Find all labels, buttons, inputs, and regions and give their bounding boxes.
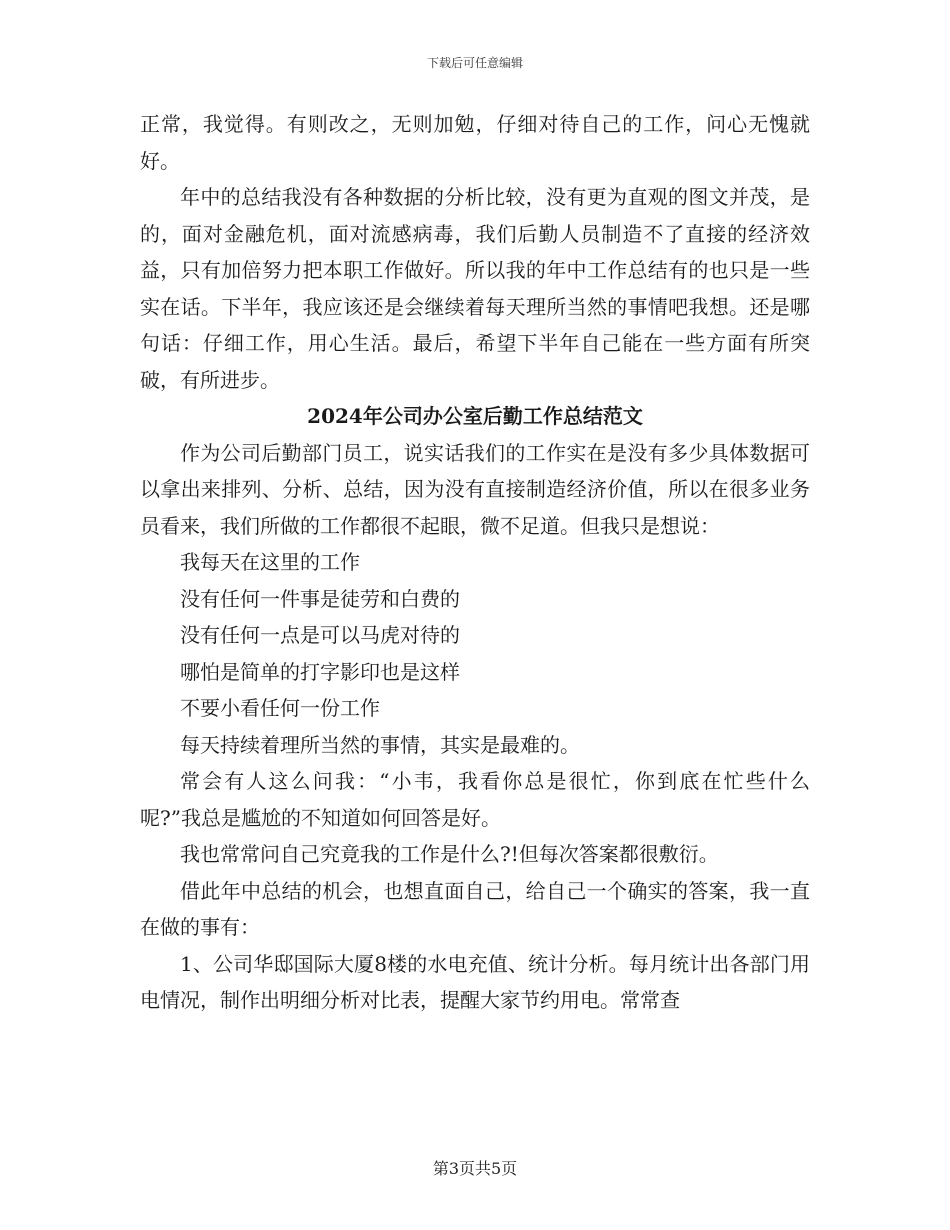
paragraph: 年中的总结我没有各种数据的分析比较，没有更为直观的图文并茂，是的，面对金融危机，面对流感病毒，我们后勤人员制造不了直接的经济效益，只有加倍努力把本职工作做好。所以我的年中工作总结有的也只是一些实在话。下半年，我应该还是会继续着每天理所当然的事情吧我想。还是哪句话：仔细工作，用心生活。最后，希望下半年自己能在一些方面有所突破，有所进步。 (140, 185, 810, 392)
paragraph: 我也常常问自己究竟我的工作是什么?!但每次答案都很敷衍。 (180, 842, 719, 866)
page-number: 第3页共5页 (432, 1159, 518, 1178)
paragraph: 作为公司后勤部门员工，说实话我们的工作实在是没有多少具体数据可以拿出来排列、分析、总结，因为没有直接制造经济价值，所以在很多业务员看来，我们所做的工作都很不起眼，微不足道。但我只是想说： (140, 440, 810, 538)
document-body (140, 106, 810, 1019)
page-header: 下载后可任意编辑 (426, 56, 523, 70)
section-title: 2024年公司办公室后勤工作总结范文 (307, 404, 643, 428)
paragraph: 正常，我觉得。有则改之，无则加勉，仔细对待自己的工作，问心无愧就好。 (140, 112, 810, 173)
paragraph: 常会有人这么问我：“小韦，我看你总是很忙，你到底在忙些什么呢?”我总是尴尬的不知道如何回答是好。 (140, 769, 810, 830)
paragraph: 1、公司华邸国际大厦8楼的水电充值、统计分析。每月统计出各部门用电情况，制作出明细分析对比表，提醒大家节约用电。常常查 (140, 951, 810, 1012)
paragraph: 没有任何一点是可以马虎对待的 (180, 623, 460, 647)
paragraph: 哪怕是简单的打字影印也是这样 (180, 659, 460, 684)
paragraph: 借此年中总结的机会，也想直面自己，给自己一个确实的答案，我一直在做的事有： (140, 878, 810, 939)
paragraph: 每天持续着理所当然的事情，其实是最难的。 (180, 732, 580, 757)
paragraph: 我每天在这里的工作 (180, 550, 360, 574)
paragraph: 没有任何一件事是徒劳和白费的 (180, 586, 460, 611)
paragraph: 不要小看任何一份工作 (180, 696, 380, 720)
